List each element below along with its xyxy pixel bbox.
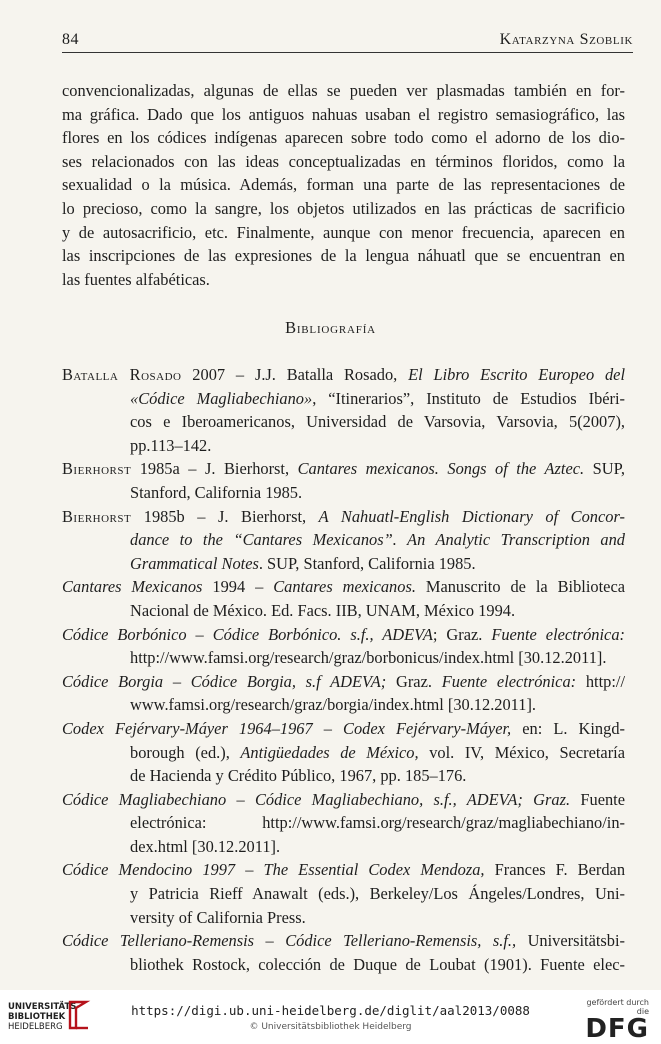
bib-url: dex.html [30.12.2011].	[130, 836, 281, 856]
bib-text: 1985a – J. Bierhorst,	[131, 459, 298, 479]
bib-author: Bierhorst	[62, 459, 132, 479]
bib-title: Fuente electrónica:	[441, 671, 577, 691]
bib-text: Universitätsbi-	[516, 931, 625, 951]
bib-author: Bierhorst	[62, 506, 132, 526]
permalink-url[interactable]: https://digi.ub.uni-heidelberg.de/diglit/aal2013/0088	[131, 1003, 530, 1018]
digitization-footer	[0, 990, 661, 1044]
bib-title: Códice Borgia – Códice Borgia, s.f ADEVA;	[62, 671, 387, 691]
bib-url: electrónica: http://www.famsi.org/research/graz/magliabechiano/in-	[130, 813, 625, 833]
bib-text: cos e Iberoamericanos, Universidad de Varsovia, Varsovia, 5(2007),	[130, 412, 625, 432]
library-name-line: HEIDELBERG	[8, 1022, 63, 1032]
bib-text: pp.113–142.	[130, 435, 212, 455]
body-line: flores en los códices indígenas aparecen sobre todo como el adorno de los dio-	[62, 128, 625, 148]
body-line: ses relacionados con las ideas conceptualizadas en términos floridos, como la	[62, 151, 625, 171]
bib-entry-mendocino	[62, 858, 625, 929]
funder-badge[interactable]	[577, 998, 649, 1044]
bib-title: Grammatical Notes	[130, 553, 259, 573]
bib-text: versity of California Press.	[130, 907, 306, 927]
bib-text: Manuscrito de la Biblioteca	[415, 577, 625, 597]
page-number: 84	[62, 31, 79, 48]
bib-text: en: L. Kingd-	[511, 718, 625, 738]
bib-title: dance to the “Cantares Mexicanos”. An Analytic Transcription and	[130, 530, 625, 550]
page-header	[62, 30, 633, 53]
library-name-line: UNIVERSITÄTS-	[8, 1002, 80, 1012]
bib-entry-magliabechiano	[62, 788, 625, 859]
bib-text: bliothek Rostock, colección de Duque de Loubat (1901). Fuente elec-	[130, 954, 625, 974]
bib-text: . SUP, Stanford, California 1985.	[258, 553, 476, 573]
bib-text: Graz.	[386, 671, 442, 691]
bib-url: www.famsi.org/research/graz/borgia/index.html [30.12.2011].	[130, 695, 537, 715]
bib-title: Códice Borbónico – Códice Borbónico. s.f., ADEVA	[62, 624, 433, 644]
bib-title: A Nahuatl-English Dictionary of Concor-	[318, 506, 625, 526]
dfg-logo: DFG	[585, 1014, 649, 1044]
bib-text: de Hacienda y Crédito Público, 1967, pp. 185–176.	[130, 766, 467, 786]
bib-title: Fuente electrónica:	[491, 624, 625, 644]
body-line: las inscripciones de las expresiones de la lengua náhuatl que se encuentran en	[62, 246, 625, 266]
bib-text: 1994 –	[202, 577, 274, 597]
bib-text: Fuente	[570, 789, 625, 809]
bib-url: http://	[576, 671, 626, 691]
bib-entry-borgia	[62, 670, 625, 717]
bib-text: SUP,	[584, 459, 625, 479]
bib-title: Cantares mexicanos. Songs of the Aztec.	[297, 459, 585, 479]
bib-text: y Patricia Rieff Anawalt (eds.), Berkeley/Los Ángeles/Londres, Uni-	[130, 884, 625, 904]
library-name-line: BIBLIOTHEK	[8, 1012, 66, 1022]
bib-entry-fejervary	[62, 717, 625, 788]
body-line: ma gráfica. Dado que los antiguos nahuas usaban el registro semasiográfico, las	[62, 104, 625, 124]
bib-author: Cantares Mexicanos	[62, 577, 203, 597]
bib-entry-bierhorst-1985a	[62, 457, 625, 504]
bib-title: Códice Telleriano-Remensis – Códice Telleriano-Remensis, s.f.,	[62, 931, 517, 951]
bib-author: Batalla Rosado	[62, 365, 182, 384]
bib-url: http://www.famsi.org/research/graz/borbonicus/index.html [30.12.2011].	[130, 648, 607, 668]
bib-text: Frances F. Berdan	[484, 860, 626, 880]
bib-entry-batalla	[62, 363, 625, 457]
bib-entry-telleriano	[62, 929, 625, 976]
bib-text: 2007 – J.J. Batalla Rosado,	[181, 365, 409, 384]
body-line: sexualidad o la música. Además, forman una parte de las representaciones de	[62, 175, 625, 195]
bib-title: Antigüedades de México,	[240, 742, 419, 762]
body-line: convencionalizadas, algunas de ellas se pueden ver plasmadas también en for-	[62, 81, 625, 100]
running-head-author: Katarzyna Szoblik	[499, 31, 633, 48]
bib-entry-cantares	[62, 575, 625, 622]
bib-entry-borbonico	[62, 623, 625, 670]
bib-entry-bierhorst-1985b	[62, 505, 625, 576]
bib-title: Codex Fejérvary-Máyer 1964–1967 – Codex Fejérvary-Máyer,	[62, 718, 512, 738]
bib-text: borough (ed.),	[130, 742, 241, 762]
bibliography-list	[62, 363, 625, 976]
bib-text: , “Itinerarios”, Instituto de Estudios Ibéri-	[312, 388, 626, 408]
bib-text: ; Graz.	[432, 624, 492, 644]
bib-title: «Códice Magliabechiano»	[130, 388, 313, 408]
body-line: y de autosacrificio, etc. Finalmente, aunque con menor frecuencia, aparecen en	[62, 222, 625, 242]
body-line: lo precioso, como la sangre, los objetos utilizados en las prácticas de sacrificio	[62, 198, 625, 218]
bib-title: Cantares mexicanos.	[273, 577, 416, 597]
bib-title: Códice Magliabechiano – Códice Magliabechiano, s.f., ADEVA; Graz.	[62, 789, 571, 809]
bib-text: 1985b – J. Bierhorst,	[131, 506, 319, 526]
bib-title: El Libro Escrito Europeo del	[408, 365, 625, 384]
bib-title: Códice Mendocino 1997 – The Essential Codex Mendoza,	[62, 860, 485, 880]
body-paragraph	[62, 79, 625, 291]
copyright-notice: © Universitätsbibliothek Heidelberg	[249, 1022, 412, 1032]
funder-note: gefördert durch die	[586, 998, 649, 1016]
body-line: las fuentes alfabéticas.	[62, 269, 210, 289]
section-title-bibliografia: Bibliografía	[285, 318, 376, 337]
bib-text: vol. IV, México, Secretaría	[418, 742, 625, 762]
bib-text: Stanford, California 1985.	[130, 482, 303, 502]
bib-text: Nacional de México. Ed. Facs. IIB, UNAM, México 1994.	[130, 600, 516, 620]
